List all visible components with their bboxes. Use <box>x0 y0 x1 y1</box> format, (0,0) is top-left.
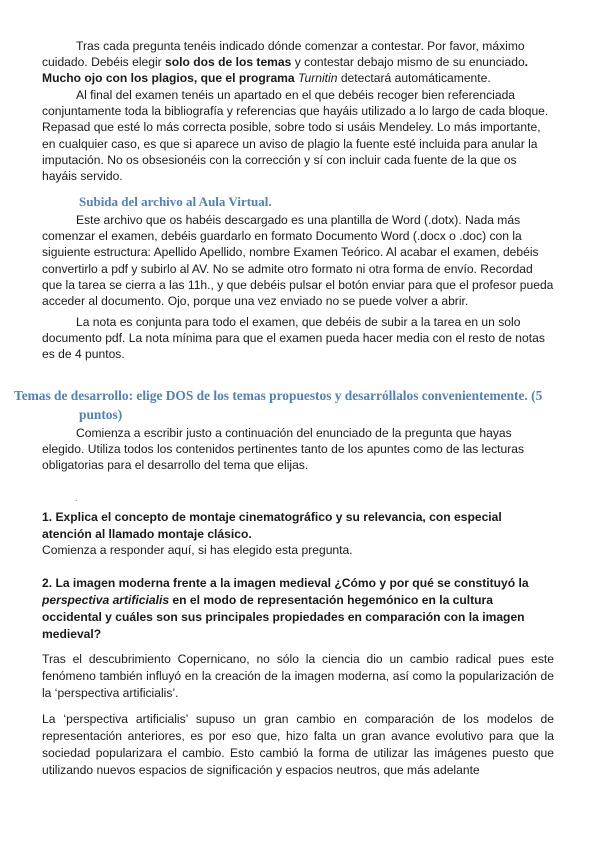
answer-paragraph-2: La ‘perspectiva artificialis’ supuso un gran cambio en comparación de los modelos de representación anteriores, es por eso que, hizo falta un gran avance evolutivo para que la sociedad popularizara el cambio. Esto cambió la forma de utilizar las imágenes puesto que utilizando nuevos espacios de significación y espacios neutros, que más adelante <box>42 712 554 777</box>
turnitin-name: Turnitin <box>298 71 338 86</box>
upload-paragraph-2: La nota es conjunta para todo el examen, que debéis de subir a la tarea en un solo documento pdf. La nota mínima para que el examen pueda hacer media con el resto de notas es de 4 puntos. <box>42 315 545 362</box>
answer-paragraph-1: Tras el descubrimiento Copernicano, no sólo la ciencia dio un cambio radical pues este fenómeno también influyó en la creación de la imagen moderna, así como la popularización de la ‘perspectiva artificialis’. <box>42 652 554 700</box>
perspectiva-term: perspectiva artificialis <box>42 593 170 607</box>
stray-dot: . <box>75 493 78 503</box>
section-title: Temas de desarrollo: elige DOS de los temas propuestos y desarróllalos convenientemente. (5 puntos) <box>14 388 543 422</box>
intro-paragraph-2: Al final del examen tenéis un apartado en el que debéis recoger bien referenciada conjuntamente toda la bibliografía y referencias que hayáis utilizado a lo largo de cada bloque. Repasad que esté lo más correcta posible, sobre todo si usáis Mendeley. Lo más importante, en cualquier caso, es que si aparece un aviso de plagio la fuente esté incluida para anular la imputación. No os obsesionéis con la corrección y sí con incluir cada fuente de la que os hayáis servido. <box>42 88 549 184</box>
question-2: 2. La imagen moderna frente a la imagen medieval ¿Cómo y por qué se constituyó la perspectiva artificialis en el modo de representación hegemónico en la cultura occidental y cuáles son sus principales propiedades en comparación con la imagen medieval? <box>42 576 529 641</box>
intro-paragraph-1: Tras cada pregunta tenéis indicado dónde comenzar a contestar. Por favor, máximo cuidado. Debéis elegir solo dos de los temas y contestar debajo mismo de su enunciado. Mucho ojo con los plagios, que el programa Turnitin detectará automáticamente. <box>42 39 529 86</box>
upload-heading: Subida del archivo al Aula Virtual. <box>79 194 272 209</box>
upload-paragraph-1: Este archivo que os habéis descargado es una plantilla de Word (.dotx). Nada más comenzar el examen, debéis guardarlo en formato Documento Word (.docx o .doc) con la siguiente estructura: Apellido Apellido, nombre Examen Teórico. Al acabar el examen, debéis convertirlo a pdf y subirlo al AV. No se admite otro formato ni otra forma de envío. Recordad que la tarea se cierra a las 11h., y que debéis pulsar el botón enviar para que el profesor pueda acceder al documento. Ojo, porque una vez enviado no se puede volver a abrir. <box>42 213 554 309</box>
question-1: 1. Explica el concepto de montaje cinematográfico y su relevancia, con especial atención al llamado montaje clásico. <box>42 510 502 541</box>
emphasis-solo-dos: solo dos de los temas <box>165 55 292 70</box>
question-1-hint: Comienza a responder aquí, si has elegido esta pregunta. <box>42 543 353 557</box>
section-intro: Comienza a escribir justo a continuación del enunciado de la pregunta que hayas elegido. Utiliza todos los contenidos pertinentes tanto de los apuntes como de las lecturas obligatorias para el desarrollo del tema que elijas. <box>42 426 525 473</box>
